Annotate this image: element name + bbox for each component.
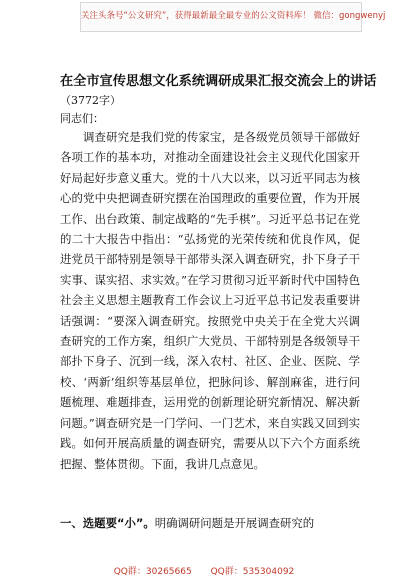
header-banner <box>80 2 386 32</box>
salutation: 同志们： <box>60 112 104 125</box>
footer <box>0 564 408 577</box>
footer-qq-group-2: QQ群：535304092 <box>210 567 295 577</box>
document-title: 在全市宣传思想文化系统调研成果汇报交流会上的讲话 <box>60 74 377 89</box>
footer-qq-group-1: QQ群：30265665 <box>113 567 192 577</box>
header-banner-text: 关注头条号“公文研究”，获得最新最全最专业的公文资料库！ 微信：gongwenyj <box>81 11 386 21</box>
section-1-heading: 一、选题要“小”。 <box>60 516 155 530</box>
body-paragraph: 调查研究是我们党的传家宝，是各级党员领导干部做好各项工作的基本功，对推动全面建设社会主义现代化国家开好局起好步意义重大。党的十八大以来，以习近平同志为核心的党中央把调查研究摆在治国理政的重要位置，作为开展工作、出台政策、制定战略的“先手棋”。习近平总书记在党的二十大报告中指出：“弘扬党的光荣传统和优良作风，促进党员干部特别是领导干部带头深入调查研究，扑下身子干实事、谋实招、求实效。”在学习贯彻习近平新时代中国特色社会主义思想主题教育工作会议上习近平总书记发表重要讲话强调：“要深入调查研究。按照党中央关于在全党大兴调查研究的工作方案，组织广大党员、干部特别是各级领导干部扑下身子、沉到一线，深入农村、社区、企业、医院、学校、‘两新’组织等基层单位，把脉问诊、解剖麻雀，进行问题梳理、难题排查，运用党的创新理论研究新情况、解决新问题。”调查研究是一门学问、一门艺术，来自实践又回到实践。如何开展高质量的调查研究，需要从以下六个方面系统把握、整体贯彻。下面，我讲几点意见。 <box>60 130 360 471</box>
section-1-paragraph <box>60 513 360 533</box>
section-1-text: 明确调研问题是开展调查研究的 <box>154 516 315 530</box>
word-count: （3772字） <box>60 94 121 107</box>
